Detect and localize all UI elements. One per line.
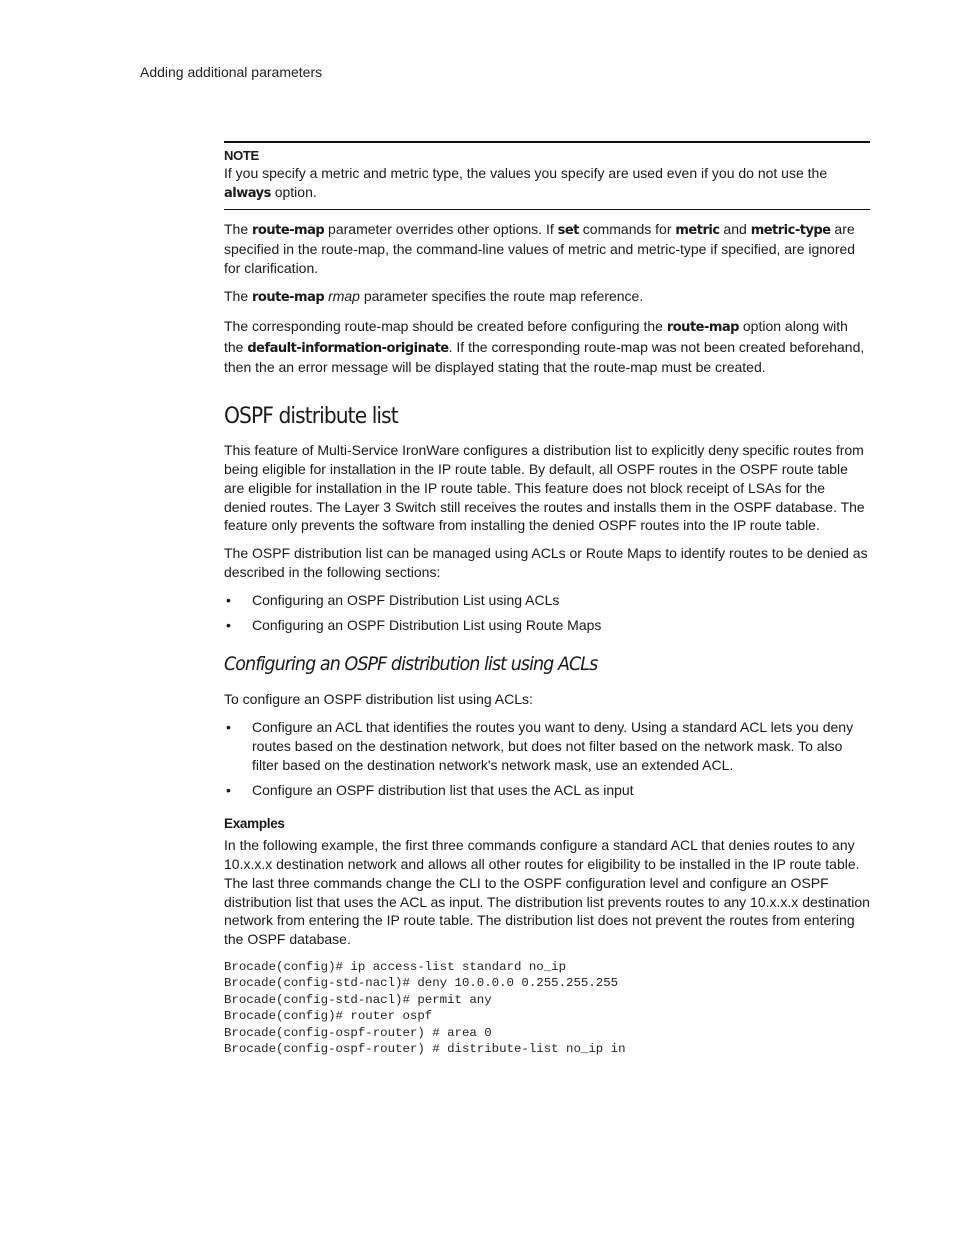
text: are specified in the route-map, the command-line values of metric and metric-type if specified, are ignored for clarification. [224,220,856,277]
subsection-heading: Configuring an OSPF distribution list using ACLs [224,653,598,676]
page-content [224,141,870,1057]
list-item: • Configuring an OSPF Distribution List using ACLs [224,591,870,610]
running-header: Adding additional parameters [140,64,323,80]
note-box [224,141,870,210]
text: The [224,287,253,304]
route-map-override-paragraph [224,220,870,278]
keyword-route-map: route-map [252,289,325,305]
subsection-bullet-list [224,718,870,799]
list-item: • Configure an ACL that identifies the routes you want to deny. Using a standard ACL lets you deny routes based on the destination network, but does not filter based on the network mask. To also filter based on the destination network's network mask, use an extended ACL. [224,718,870,774]
note-text-before: If you specify a metric and metric type, the values you specify are used even if you do not use the [224,165,828,181]
text: and [719,220,751,237]
examples-paragraph: In the following example, the first three commands configure a standard ACL that denies routes to any 10.x.x.x destination network and allows all other routes for eligibility to be installed in the IP route table. The last three commands change the CLI to the OSPF configuration level and configure an OSPF distribution list that uses the ACL as input. The distribution list prevents routes to any 10.x.x.x destination network from entering the IP route table. The distribution list does not prevent the routes from entering the OSPF database. [224,837,870,948]
keyword-set: set [557,222,579,238]
note-label: NOTE [224,148,259,163]
keyword-route-map: route-map [252,222,325,238]
section-paragraph-1: This feature of Multi-Service IronWare configures a distribution list to explicitly deny specific routes from being eligible for installation in the IP route table. By default, all OSPF routes in the OSPF route table are eligible for installation in the IP route table. This feature does not block receipt of LSAs for the denied routes. The Layer 3 Switch still receives the routes and installs them in the OSPF database. The feature only prevents the software from installing the denied OSPF routes into the IP route table. [224,442,865,534]
keyword-metric: metric [675,222,720,238]
text: The [224,220,253,237]
section-bullet-list [224,591,870,635]
note-text-after: option. [270,183,317,200]
text: commands for [578,220,676,237]
keyword-default-information-originate: default-information-originate [247,340,449,356]
examples-label: Examples [224,816,285,832]
section-paragraph-2: The OSPF distribution list can be managed using ACLs or Route Maps to identify routes to be denied as described in the following sections: [224,545,868,580]
keyword-route-map: route-map [666,319,739,335]
text: parameter overrides other options. If [324,220,558,237]
subsection-intro: To configure an OSPF distribution list using ACLs: [224,691,533,708]
text: parameter specifies the route map reference. [359,287,644,304]
code-example: Brocade(config)# ip access-list standard no_ip Brocade(config-std-nacl)# deny 10.0.0.0 0.255.255.255 Brocade(config-std-nacl)# permit any Brocade(config)# router ospf Brocade(config-ospf-router) # area 0 Brocade(config-ospf-router) # distribute-list no_ip in [224,959,626,1056]
text: option along with the [224,317,848,355]
list-item: • Configure an OSPF distribution list that uses the ACL as input [224,781,870,800]
list-item: • Configuring an OSPF Distribution List using Route Maps [224,616,870,635]
argument-rmap: rmap [328,287,360,304]
note-keyword: always [224,185,271,201]
section-heading: OSPF distribute list [224,404,398,430]
text: The corresponding route-map should be created before configuring the [224,317,667,334]
text: . If the corresponding route-map was not been created beforehand, then the an error message will be displayed stating that the route-map must be created. [224,338,865,376]
keyword-metric-type: metric-type [750,222,831,238]
note-text [224,165,827,200]
route-map-rmap-paragraph [224,287,870,308]
route-map-creation-paragraph [224,317,870,377]
